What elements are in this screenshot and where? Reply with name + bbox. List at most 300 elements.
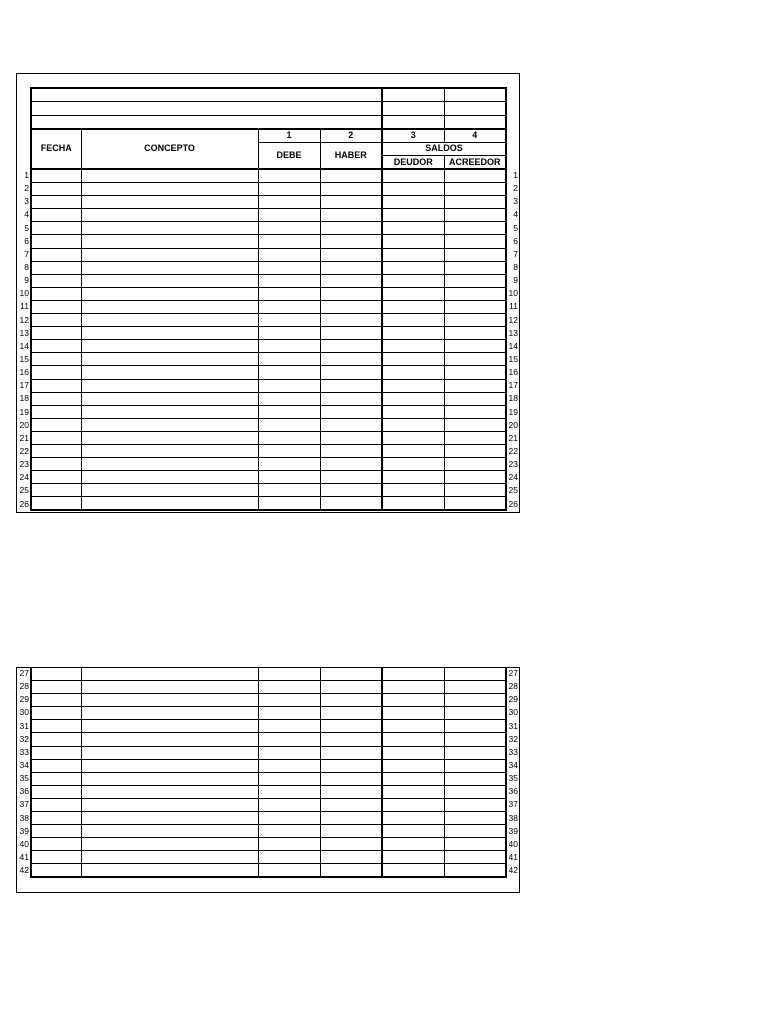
fecha-cell[interactable] xyxy=(31,366,81,379)
concepto-cell[interactable] xyxy=(81,353,258,366)
concepto-cell[interactable] xyxy=(81,392,258,405)
row-number: 29 xyxy=(19,694,29,705)
fecha-cell[interactable] xyxy=(31,170,81,183)
row-number: 18 xyxy=(19,393,29,404)
concepto-cell[interactable] xyxy=(81,314,258,327)
fecha-cell[interactable] xyxy=(31,471,81,484)
deudor-cell[interactable] xyxy=(382,353,444,366)
fecha-cell[interactable] xyxy=(31,707,81,720)
haber-cell[interactable] xyxy=(320,287,382,300)
acreedor-cell[interactable] xyxy=(444,825,506,838)
debe-cell[interactable] xyxy=(258,694,320,707)
deudor-cell[interactable] xyxy=(382,497,444,510)
acreedor-cell[interactable] xyxy=(444,196,506,209)
deudor-cell[interactable] xyxy=(382,864,444,877)
fecha-cell[interactable] xyxy=(31,497,81,510)
acreedor-cell[interactable] xyxy=(444,746,506,759)
fecha-cell[interactable] xyxy=(31,327,81,340)
fecha-cell[interactable] xyxy=(31,812,81,825)
row-number: 27 xyxy=(19,668,29,678)
debe-cell[interactable] xyxy=(258,274,320,287)
acreedor-cell[interactable] xyxy=(444,353,506,366)
acreedor-cell[interactable] xyxy=(444,314,506,327)
concepto-cell[interactable] xyxy=(81,812,258,825)
deudor-cell[interactable] xyxy=(382,681,444,694)
row-number: 4 xyxy=(24,209,29,220)
debe-cell[interactable] xyxy=(258,720,320,733)
haber-cell[interactable] xyxy=(320,170,382,183)
concepto-cell[interactable] xyxy=(81,261,258,274)
row-number: 10 xyxy=(508,288,518,299)
haber-cell[interactable] xyxy=(320,720,382,733)
concepto-cell[interactable] xyxy=(81,772,258,785)
concepto-cell[interactable] xyxy=(81,458,258,471)
deudor-cell[interactable] xyxy=(382,248,444,261)
concepto-cell[interactable] xyxy=(81,209,258,222)
fecha-cell[interactable] xyxy=(31,746,81,759)
fecha-cell[interactable] xyxy=(31,196,81,209)
debe-cell[interactable] xyxy=(258,812,320,825)
acreedor-header: ACREEDOR xyxy=(444,156,506,170)
debe-cell[interactable] xyxy=(258,314,320,327)
fecha-cell[interactable] xyxy=(31,261,81,274)
fecha-cell[interactable] xyxy=(31,484,81,497)
haber-cell[interactable] xyxy=(320,681,382,694)
concepto-cell[interactable] xyxy=(81,707,258,720)
ledger-row xyxy=(31,274,506,287)
deudor-cell[interactable] xyxy=(382,484,444,497)
debe-cell[interactable] xyxy=(258,300,320,313)
row-number: 39 xyxy=(508,825,518,836)
fecha-cell[interactable] xyxy=(31,340,81,353)
row-number: 42 xyxy=(508,865,518,876)
acreedor-cell[interactable] xyxy=(444,235,506,248)
concepto-cell[interactable] xyxy=(81,851,258,864)
haber-cell[interactable] xyxy=(320,668,382,681)
debe-cell[interactable] xyxy=(258,209,320,222)
row-number: 26 xyxy=(508,498,518,509)
deudor-cell[interactable] xyxy=(382,668,444,681)
acreedor-cell[interactable] xyxy=(444,431,506,444)
fecha-cell[interactable] xyxy=(31,314,81,327)
ledger-row xyxy=(31,327,506,340)
meta-cell-2b[interactable] xyxy=(444,102,506,116)
acreedor-cell[interactable] xyxy=(444,222,506,235)
concepto-cell[interactable] xyxy=(81,681,258,694)
fecha-cell[interactable] xyxy=(31,222,81,235)
acreedor-cell[interactable] xyxy=(444,471,506,484)
debe-cell[interactable] xyxy=(258,785,320,798)
row-number: 12 xyxy=(19,314,29,325)
fecha-cell[interactable] xyxy=(31,720,81,733)
concepto-cell[interactable] xyxy=(81,798,258,811)
debe-cell[interactable] xyxy=(258,681,320,694)
concepto-cell[interactable] xyxy=(81,183,258,196)
debe-cell[interactable] xyxy=(258,392,320,405)
debe-cell[interactable] xyxy=(258,405,320,418)
deudor-cell[interactable] xyxy=(382,812,444,825)
concepto-cell[interactable] xyxy=(81,444,258,457)
concepto-cell[interactable] xyxy=(81,785,258,798)
acreedor-cell[interactable] xyxy=(444,170,506,183)
debe-cell[interactable] xyxy=(258,851,320,864)
ledger-row xyxy=(31,825,506,838)
concepto-cell[interactable] xyxy=(81,379,258,392)
haber-cell[interactable] xyxy=(320,851,382,864)
debe-cell[interactable] xyxy=(258,183,320,196)
concepto-cell[interactable] xyxy=(81,235,258,248)
haber-cell[interactable] xyxy=(320,772,382,785)
deudor-cell[interactable] xyxy=(382,825,444,838)
haber-cell[interactable] xyxy=(320,444,382,457)
ledger-row xyxy=(31,392,506,405)
ledger-row xyxy=(31,772,506,785)
row-number: 33 xyxy=(19,746,29,757)
fecha-cell[interactable] xyxy=(31,300,81,313)
haber-cell[interactable] xyxy=(320,759,382,772)
acreedor-cell[interactable] xyxy=(444,183,506,196)
acreedor-cell[interactable] xyxy=(444,248,506,261)
fecha-cell[interactable] xyxy=(31,248,81,261)
ledger-header-table xyxy=(30,87,507,170)
debe-cell[interactable] xyxy=(258,353,320,366)
concepto-cell[interactable] xyxy=(81,431,258,444)
debe-cell[interactable] xyxy=(258,484,320,497)
acreedor-cell[interactable] xyxy=(444,327,506,340)
meta-cell-2a[interactable] xyxy=(382,102,444,116)
debe-cell[interactable] xyxy=(258,707,320,720)
debe-cell[interactable] xyxy=(258,431,320,444)
acreedor-cell[interactable] xyxy=(444,694,506,707)
concepto-cell[interactable] xyxy=(81,405,258,418)
fecha-cell[interactable] xyxy=(31,209,81,222)
haber-cell[interactable] xyxy=(320,798,382,811)
acreedor-cell[interactable] xyxy=(444,340,506,353)
deudor-cell[interactable] xyxy=(382,458,444,471)
deudor-cell[interactable] xyxy=(382,366,444,379)
ledger-row xyxy=(31,720,506,733)
haber-cell[interactable] xyxy=(320,418,382,431)
deudor-cell[interactable] xyxy=(382,222,444,235)
haber-cell[interactable] xyxy=(320,471,382,484)
haber-cell[interactable] xyxy=(320,327,382,340)
acreedor-cell[interactable] xyxy=(444,444,506,457)
row-number: 2 xyxy=(513,183,518,194)
acreedor-cell[interactable] xyxy=(444,838,506,851)
acreedor-cell[interactable] xyxy=(444,720,506,733)
acreedor-cell[interactable] xyxy=(444,209,506,222)
row-number: 38 xyxy=(508,812,518,823)
haber-cell[interactable] xyxy=(320,209,382,222)
concepto-cell[interactable] xyxy=(81,746,258,759)
deudor-cell[interactable] xyxy=(382,196,444,209)
deudor-cell[interactable] xyxy=(382,851,444,864)
concepto-cell[interactable] xyxy=(81,497,258,510)
debe-cell[interactable] xyxy=(258,418,320,431)
deudor-cell[interactable] xyxy=(382,431,444,444)
debe-cell[interactable] xyxy=(258,222,320,235)
deudor-cell[interactable] xyxy=(382,694,444,707)
concepto-cell[interactable] xyxy=(81,668,258,681)
acreedor-cell[interactable] xyxy=(444,798,506,811)
concepto-cell[interactable] xyxy=(81,838,258,851)
concepto-cell[interactable] xyxy=(81,759,258,772)
deudor-cell[interactable] xyxy=(382,183,444,196)
fecha-cell[interactable] xyxy=(31,694,81,707)
haber-cell[interactable] xyxy=(320,497,382,510)
debe-cell[interactable] xyxy=(258,772,320,785)
row-number: 22 xyxy=(19,445,29,456)
acreedor-cell[interactable] xyxy=(444,785,506,798)
concepto-cell[interactable] xyxy=(81,327,258,340)
concepto-cell[interactable] xyxy=(81,418,258,431)
debe-cell[interactable] xyxy=(258,733,320,746)
haber-cell[interactable] xyxy=(320,405,382,418)
fecha-cell[interactable] xyxy=(31,287,81,300)
col-number-4: 4 xyxy=(444,129,506,143)
ledger-row xyxy=(31,405,506,418)
fecha-cell[interactable] xyxy=(31,759,81,772)
deudor-cell[interactable] xyxy=(382,733,444,746)
deudor-cell[interactable] xyxy=(382,314,444,327)
concepto-cell[interactable] xyxy=(81,864,258,877)
haber-cell[interactable] xyxy=(320,694,382,707)
haber-cell[interactable] xyxy=(320,707,382,720)
haber-cell[interactable] xyxy=(320,825,382,838)
acreedor-cell[interactable] xyxy=(444,366,506,379)
acreedor-cell[interactable] xyxy=(444,864,506,877)
row-number: 6 xyxy=(24,235,29,246)
acreedor-cell[interactable] xyxy=(444,707,506,720)
fecha-cell[interactable] xyxy=(31,864,81,877)
haber-cell[interactable] xyxy=(320,274,382,287)
debe-cell[interactable] xyxy=(258,798,320,811)
acreedor-cell[interactable] xyxy=(444,812,506,825)
debe-cell[interactable] xyxy=(258,170,320,183)
debe-cell[interactable] xyxy=(258,759,320,772)
deudor-cell[interactable] xyxy=(382,746,444,759)
fecha-cell[interactable] xyxy=(31,733,81,746)
fecha-cell[interactable] xyxy=(31,785,81,798)
haber-cell[interactable] xyxy=(320,314,382,327)
row-number: 20 xyxy=(19,419,29,430)
title-cell-1[interactable] xyxy=(31,88,382,102)
fecha-cell[interactable] xyxy=(31,392,81,405)
concepto-cell[interactable] xyxy=(81,366,258,379)
deudor-cell[interactable] xyxy=(382,405,444,418)
acreedor-cell[interactable] xyxy=(444,497,506,510)
deudor-cell[interactable] xyxy=(382,772,444,785)
debe-cell[interactable] xyxy=(258,235,320,248)
haber-cell[interactable] xyxy=(320,484,382,497)
haber-cell[interactable] xyxy=(320,366,382,379)
deudor-cell[interactable] xyxy=(382,720,444,733)
acreedor-cell[interactable] xyxy=(444,668,506,681)
fecha-cell[interactable] xyxy=(31,405,81,418)
deudor-cell[interactable] xyxy=(382,392,444,405)
fecha-cell[interactable] xyxy=(31,353,81,366)
debe-cell[interactable] xyxy=(258,668,320,681)
haber-cell[interactable] xyxy=(320,196,382,209)
row-number: 12 xyxy=(508,314,518,325)
debe-cell[interactable] xyxy=(258,287,320,300)
haber-cell[interactable] xyxy=(320,248,382,261)
debe-header: DEBE xyxy=(258,142,320,169)
meta-cell-1b[interactable] xyxy=(444,88,506,102)
deudor-cell[interactable] xyxy=(382,300,444,313)
fecha-cell[interactable] xyxy=(31,772,81,785)
deudor-cell[interactable] xyxy=(382,418,444,431)
fecha-cell[interactable] xyxy=(31,798,81,811)
debe-cell[interactable] xyxy=(258,379,320,392)
haber-cell[interactable] xyxy=(320,222,382,235)
acreedor-cell[interactable] xyxy=(444,405,506,418)
deudor-cell[interactable] xyxy=(382,471,444,484)
acreedor-cell[interactable] xyxy=(444,484,506,497)
debe-cell[interactable] xyxy=(258,746,320,759)
fecha-cell[interactable] xyxy=(31,431,81,444)
debe-cell[interactable] xyxy=(258,261,320,274)
meta-cell-1a[interactable] xyxy=(382,88,444,102)
deudor-cell[interactable] xyxy=(382,759,444,772)
acreedor-cell[interactable] xyxy=(444,733,506,746)
ledger-row xyxy=(31,785,506,798)
acreedor-cell[interactable] xyxy=(444,418,506,431)
concepto-cell[interactable] xyxy=(81,196,258,209)
fecha-cell[interactable] xyxy=(31,444,81,457)
deudor-cell[interactable] xyxy=(382,838,444,851)
deudor-cell[interactable] xyxy=(382,444,444,457)
acreedor-cell[interactable] xyxy=(444,772,506,785)
fecha-cell[interactable] xyxy=(31,418,81,431)
debe-cell[interactable] xyxy=(258,838,320,851)
deudor-cell[interactable] xyxy=(382,707,444,720)
haber-cell[interactable] xyxy=(320,379,382,392)
deudor-cell[interactable] xyxy=(382,327,444,340)
deudor-cell[interactable] xyxy=(382,287,444,300)
haber-cell[interactable] xyxy=(320,183,382,196)
debe-cell[interactable] xyxy=(258,196,320,209)
haber-cell[interactable] xyxy=(320,340,382,353)
fecha-cell[interactable] xyxy=(31,825,81,838)
concepto-cell[interactable] xyxy=(81,484,258,497)
deudor-cell[interactable] xyxy=(382,235,444,248)
acreedor-cell[interactable] xyxy=(444,681,506,694)
acreedor-cell[interactable] xyxy=(444,274,506,287)
debe-cell[interactable] xyxy=(258,444,320,457)
concepto-cell[interactable] xyxy=(81,694,258,707)
debe-cell[interactable] xyxy=(258,825,320,838)
haber-cell[interactable] xyxy=(320,812,382,825)
concepto-cell[interactable] xyxy=(81,170,258,183)
row-number: 25 xyxy=(508,485,518,496)
debe-cell[interactable] xyxy=(258,248,320,261)
concepto-cell[interactable] xyxy=(81,720,258,733)
haber-cell[interactable] xyxy=(320,353,382,366)
debe-cell[interactable] xyxy=(258,366,320,379)
haber-cell[interactable] xyxy=(320,261,382,274)
saldos-header: SALDOS xyxy=(382,142,506,156)
ledger-row xyxy=(31,812,506,825)
concepto-cell[interactable] xyxy=(81,471,258,484)
debe-cell[interactable] xyxy=(258,471,320,484)
acreedor-cell[interactable] xyxy=(444,379,506,392)
acreedor-cell[interactable] xyxy=(444,458,506,471)
acreedor-cell[interactable] xyxy=(444,851,506,864)
haber-cell[interactable] xyxy=(320,785,382,798)
concepto-cell[interactable] xyxy=(81,300,258,313)
row-number: 13 xyxy=(508,327,518,338)
acreedor-cell[interactable] xyxy=(444,261,506,274)
title-cell-3[interactable] xyxy=(31,115,382,129)
deudor-cell[interactable] xyxy=(382,379,444,392)
haber-cell[interactable] xyxy=(320,431,382,444)
debe-cell[interactable] xyxy=(258,340,320,353)
debe-cell[interactable] xyxy=(258,864,320,877)
haber-cell[interactable] xyxy=(320,392,382,405)
acreedor-cell[interactable] xyxy=(444,300,506,313)
haber-cell[interactable] xyxy=(320,864,382,877)
fecha-cell[interactable] xyxy=(31,458,81,471)
deudor-cell[interactable] xyxy=(382,798,444,811)
deudor-cell[interactable] xyxy=(382,209,444,222)
row-number: 20 xyxy=(508,419,518,430)
ledger-row xyxy=(31,287,506,300)
meta-cell-3b[interactable] xyxy=(444,115,506,129)
deudor-cell[interactable] xyxy=(382,261,444,274)
fecha-cell[interactable] xyxy=(31,235,81,248)
ledger-row xyxy=(31,183,506,196)
concepto-cell[interactable] xyxy=(81,287,258,300)
ledger-row xyxy=(31,196,506,209)
acreedor-cell[interactable] xyxy=(444,759,506,772)
fecha-cell[interactable] xyxy=(31,668,81,681)
fecha-cell[interactable] xyxy=(31,681,81,694)
concepto-cell[interactable] xyxy=(81,733,258,746)
fecha-cell[interactable] xyxy=(31,379,81,392)
deudor-cell[interactable] xyxy=(382,340,444,353)
fecha-cell[interactable] xyxy=(31,851,81,864)
deudor-cell[interactable] xyxy=(382,274,444,287)
deudor-cell[interactable] xyxy=(382,785,444,798)
concepto-cell[interactable] xyxy=(81,222,258,235)
acreedor-cell[interactable] xyxy=(444,392,506,405)
row-numbers-right-page-2 xyxy=(506,667,518,877)
haber-cell[interactable] xyxy=(320,746,382,759)
concepto-cell[interactable] xyxy=(81,825,258,838)
fecha-cell[interactable] xyxy=(31,183,81,196)
concepto-cell[interactable] xyxy=(81,274,258,287)
debe-cell[interactable] xyxy=(258,497,320,510)
haber-cell[interactable] xyxy=(320,838,382,851)
row-number: 40 xyxy=(19,838,29,849)
title-cell-2[interactable] xyxy=(31,102,382,116)
haber-cell[interactable] xyxy=(320,733,382,746)
concepto-cell[interactable] xyxy=(81,340,258,353)
concepto-cell[interactable] xyxy=(81,248,258,261)
meta-cell-3a[interactable] xyxy=(382,115,444,129)
deudor-cell[interactable] xyxy=(382,170,444,183)
haber-cell[interactable] xyxy=(320,458,382,471)
fecha-cell[interactable] xyxy=(31,838,81,851)
acreedor-cell[interactable] xyxy=(444,287,506,300)
debe-cell[interactable] xyxy=(258,458,320,471)
haber-cell[interactable] xyxy=(320,235,382,248)
fecha-cell[interactable] xyxy=(31,274,81,287)
row-number: 14 xyxy=(19,340,29,351)
debe-cell[interactable] xyxy=(258,327,320,340)
haber-cell[interactable] xyxy=(320,300,382,313)
